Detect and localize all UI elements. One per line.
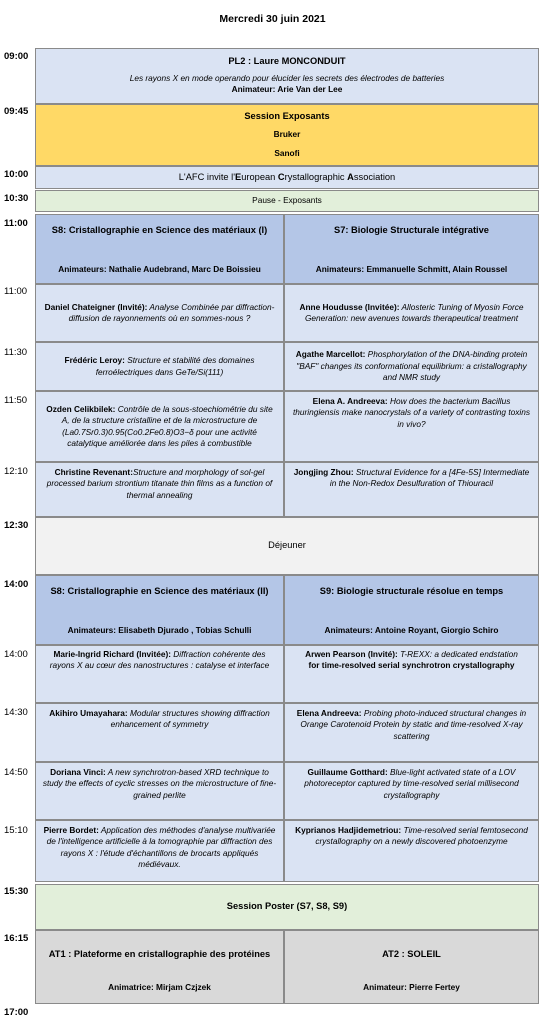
afc-text: rystallographic bbox=[284, 171, 348, 182]
talk-title: Allosteric Tuning of Myosin Force Generation: new avenues towards therapeutical treatment bbox=[304, 301, 524, 323]
plenary-pl2 bbox=[35, 48, 539, 104]
time-label: 14:00 bbox=[4, 649, 28, 660]
time-label: 14:30 bbox=[4, 707, 28, 718]
session-s9 bbox=[284, 575, 539, 645]
talk-title: Contrôle de la sous-stoechiométrie du site A, de la structure cristalline et de la microstructure de (La0.7Sr0.3)0.95(Co0.2Fe0.8)O3−δ pour une activité catalytique améliorée dans les piles à combustible bbox=[61, 403, 273, 448]
time-label: 10:00 bbox=[4, 169, 29, 180]
talk-cell bbox=[35, 462, 284, 517]
talk-title: Analyse Combinée par diffraction-diffusion de rayonnements où en sommes-nous ? bbox=[68, 301, 275, 323]
talk-title: Diffraction cohérente des rayons X au cœur des nanostructures : catalyse et interface bbox=[49, 649, 270, 671]
time-label: 09:45 bbox=[4, 106, 29, 117]
speaker-name: Agathe Marcellot: bbox=[295, 349, 366, 360]
time-label: 16:15 bbox=[4, 933, 29, 944]
talk-cell bbox=[284, 762, 539, 820]
speaker-name: Elena A. Andreeva: bbox=[312, 396, 388, 406]
poster-title: Session Poster (S7, S8, S9) bbox=[226, 901, 348, 912]
afc-invite bbox=[35, 166, 539, 189]
time-label: 15:10 bbox=[4, 825, 28, 836]
talk-cell bbox=[35, 391, 284, 462]
talk-cell bbox=[284, 342, 539, 391]
speaker-name: Elena Andreeva: bbox=[296, 708, 362, 718]
session-s8-part2 bbox=[35, 575, 284, 645]
dejeuner-label: Déjeuner bbox=[268, 540, 306, 551]
speaker-name: Frédéric Leroy: bbox=[64, 355, 125, 366]
time-label: 11:00 bbox=[4, 218, 28, 229]
afc-text: uropean bbox=[241, 171, 278, 182]
time-label: 11:50 bbox=[4, 395, 28, 406]
session-animateurs: Animateurs: Nathalie Audebrand, Marc De Boissieu bbox=[58, 263, 261, 274]
atelier-at2 bbox=[284, 930, 539, 1004]
page-title: Mercredi 30 juin 2021 bbox=[219, 13, 326, 25]
pl2-animateur: Animateur: Arie Van der Lee bbox=[231, 84, 343, 95]
session-title: S8: Cristallographie en Science des matériaux (II) bbox=[50, 586, 269, 596]
speaker-name: Christine Revenant: bbox=[54, 467, 133, 477]
speaker-name: Daniel Chateigner (Invité): bbox=[44, 301, 148, 312]
afc-letter: E bbox=[235, 171, 242, 182]
time-label: 10:30 bbox=[4, 193, 29, 204]
dejeuner-block bbox=[35, 517, 539, 575]
session-poster bbox=[35, 884, 539, 930]
pl2-title: PL2 : Laure MONCONDUIT bbox=[228, 56, 346, 67]
talk-cell bbox=[284, 645, 539, 703]
talk-cell bbox=[284, 391, 539, 462]
talk-title: How does the bacterium Bacillus thuringiensis make nanocrystals of a variety of contrasting toxins in vivo? bbox=[292, 396, 531, 429]
talk-title: Structure et stabilité des domaines ferroélectriques dans GeTe/Si(111) bbox=[95, 355, 255, 377]
time-label: 15:30 bbox=[4, 886, 29, 897]
talk-cell bbox=[35, 645, 284, 703]
talk-cell bbox=[35, 820, 284, 882]
time-label: 17:00 bbox=[4, 1007, 29, 1018]
talk-title: Structure and morphology of sol-gel processed barium strontium titanate thin films as a function of thermal annealing bbox=[46, 467, 273, 500]
session-title: S7: Biologie Structurale intégrative bbox=[334, 225, 489, 235]
time-label: 14:50 bbox=[4, 767, 28, 778]
talk-title: Application des méthodes d'analyse multivariée de l'intelligence artificielle à la tomographie par diffraction des rayons X : l'étude d'échantillons de brocarts appliqués médiévaux. bbox=[46, 825, 276, 870]
time-label: 09:00 bbox=[4, 51, 29, 62]
exposants-title: Session Exposants bbox=[244, 110, 330, 121]
session-title: S9: Biologie structurale résolue en temps bbox=[319, 586, 504, 596]
speaker-name: Jongjing Zhou: bbox=[293, 467, 354, 477]
atelier-title: AT2 : SOLEIL bbox=[382, 949, 441, 959]
exposant-item: Bruker bbox=[273, 129, 301, 140]
talk-cell bbox=[35, 703, 284, 762]
talk-title: Structural Evidence for a [4Fe-5S] Intermediate in the Non-Redox Desulfuration of Thiouracil bbox=[329, 467, 530, 489]
speaker-name: Marie-Ingrid Richard (Invitée): bbox=[53, 649, 171, 659]
afc-letter: C bbox=[277, 171, 285, 182]
afc-letter: A bbox=[347, 171, 354, 182]
pl2-subtitle: Les rayons X en mode operando pour élucider les secrets des électrodes de batteries bbox=[129, 72, 445, 83]
time-label: 12:10 bbox=[4, 466, 28, 477]
time-label: 14:00 bbox=[4, 579, 29, 590]
speaker-name: Doriana Vinci: bbox=[50, 767, 106, 777]
speaker-name: Ozden Celikbilek: bbox=[46, 403, 116, 414]
talk-title: Modular structures showing diffraction enhancement of symmetry bbox=[110, 708, 270, 730]
talk-title: Blue-light activated state of a LOV photoreceptor captured by time-resolved serial millisecond crystallography bbox=[304, 767, 519, 800]
time-label: 11:00 bbox=[4, 286, 28, 297]
session-animateurs: Animateurs: Elisabeth Djurado , Tobias Schulli bbox=[67, 624, 252, 635]
talk-title: T-REXX: a dedicated endstation bbox=[397, 649, 518, 659]
talk-cell bbox=[284, 703, 539, 762]
talk-cell bbox=[284, 820, 539, 882]
talk-cell bbox=[284, 462, 539, 517]
session-animateurs: Animateurs: Emmanuelle Schmitt, Alain Roussel bbox=[315, 263, 508, 274]
talk-cell bbox=[35, 342, 284, 391]
speaker-name: Akihiro Umayahara: bbox=[49, 708, 128, 718]
atelier-at1 bbox=[35, 930, 284, 1004]
speaker-name: Kyprianos Hadjidemetriou: bbox=[295, 825, 402, 835]
session-s7 bbox=[284, 214, 539, 284]
talk-title: Probing photo-induced structural changes in Orange Carotenoid Protein by static and time-resolved X-ray scattering bbox=[300, 708, 527, 741]
talk-cell bbox=[35, 762, 284, 820]
exposant-item: Sanofi bbox=[274, 147, 300, 158]
talk-cell bbox=[284, 284, 539, 342]
session-title: S8: Cristallographie en Science des matériaux (I) bbox=[51, 225, 268, 235]
afc-text: ssociation bbox=[353, 171, 396, 182]
time-label: 11:30 bbox=[4, 347, 28, 358]
session-animateurs: Animateurs: Antoine Royant, Giorgio Schiro bbox=[324, 624, 499, 635]
session-exposants bbox=[35, 104, 539, 166]
afc-text: L'AFC invite l' bbox=[178, 171, 236, 182]
pause-exposants bbox=[35, 190, 539, 212]
time-label: 12:30 bbox=[4, 520, 29, 531]
talk-title: Phosphorylation of the DNA-binding protein "BAF" changes its conformational equilibrium: a cristallography and NMR study bbox=[296, 349, 528, 383]
session-s8-part1 bbox=[35, 214, 284, 284]
atelier-title: AT1 : Plateforme en cristallographie des protéines bbox=[48, 949, 271, 959]
speaker-name: Arwen Pearson (Invité): bbox=[305, 649, 398, 659]
talk-title: Time-resolved serial femtosecond crystallography on a newly discovered photoenzyme bbox=[315, 825, 528, 847]
talk-title-extra: for time-resolved serial synchrotron crystallography bbox=[308, 660, 515, 671]
speaker-name: Anne Houdusse (Invitée): bbox=[299, 301, 400, 312]
atelier-animateur: Animateur: Pierre Fertey bbox=[363, 981, 460, 992]
pause-label: Pause - Exposants bbox=[252, 195, 322, 206]
speaker-name: Guillaume Gotthard: bbox=[307, 767, 388, 777]
talk-cell bbox=[35, 284, 284, 342]
talk-title: A new synchrotron-based XRD technique to study the effects of cyclic stresses on the microstructure of fine-grained perlite bbox=[42, 767, 277, 800]
atelier-animateur: Animatrice: Mirjam Czjzek bbox=[108, 981, 211, 992]
speaker-name: Pierre Bordet: bbox=[43, 825, 99, 835]
